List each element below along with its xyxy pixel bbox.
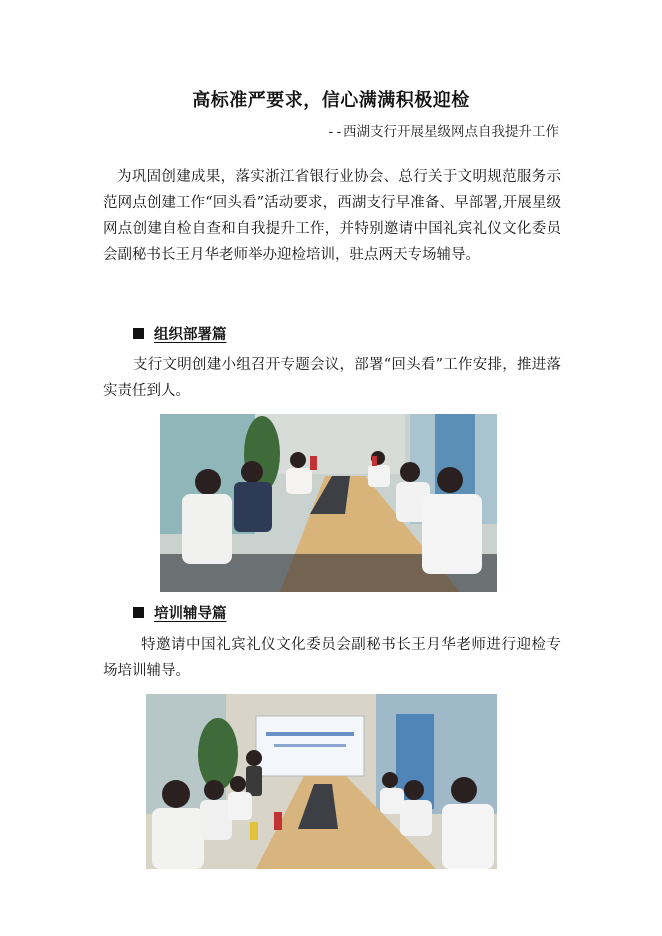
section-heading-organize [133, 323, 227, 344]
section-heading-text: 组织部署篇 [154, 327, 227, 343]
section-heading-training [133, 602, 227, 623]
document-title: 高标准严要求，信心满满积极迎检 [192, 90, 470, 111]
square-bullet-icon [133, 328, 144, 339]
document-subtitle: --西湖支行开展星级网点自我提升工作 [326, 124, 559, 140]
meeting-photo [160, 414, 497, 592]
section-heading-text: 培训辅导篇 [154, 606, 227, 622]
intro-paragraph: 为巩固创建成果，落实浙江省银行业协会、总行关于文明规范服务示范网点创建工作“回头看”活动要求，西湖支行早准备、早部署,开展星级网点创建自检自查和自我提升工作，并特别邀请中国礼宾礼仪文化委员会副秘书长王月华老师举办迎检培训，驻点两天专场辅导。 [103, 169, 561, 263]
square-bullet-icon [133, 607, 144, 618]
section-body-organize: 支行文明创建小组召开专题会议，部署“回头看”工作安排，推进落实责任到人。 [103, 357, 561, 399]
training-photo [146, 694, 497, 869]
section-body-training: 特邀请中国礼宾礼仪文化委员会副秘书长王月华老师进行迎检专场培训辅导。 [103, 637, 561, 679]
